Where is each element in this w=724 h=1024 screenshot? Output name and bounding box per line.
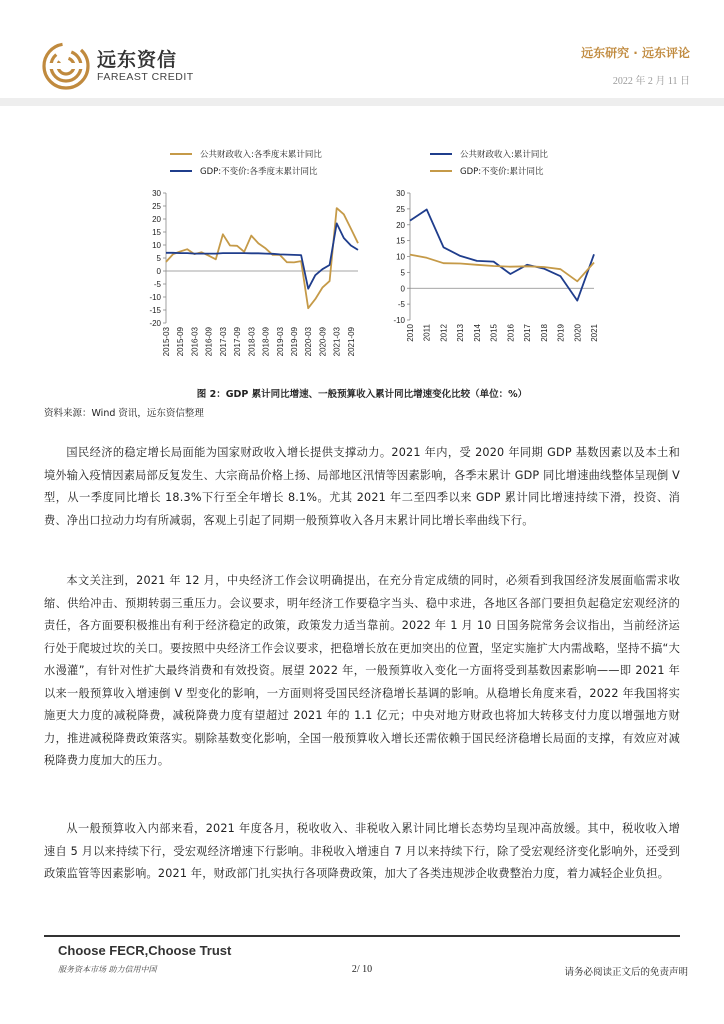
x-tick-label: 2020-03 [304,327,314,357]
report-date: 2022 年 2 月 11 日 [612,76,690,87]
fareast-logo-icon [42,42,90,90]
y-tick-label: -10 [149,293,161,302]
brand-name-cn: 远东资信 [97,49,178,71]
y-tick-label: -10 [393,316,405,325]
y-tick-label: -5 [153,280,161,289]
x-tick-label: 2017 [523,324,533,342]
header-divider [0,98,724,106]
x-tick-label: 2014 [472,324,482,342]
x-tick-label: 2021-09 [346,327,356,357]
x-tick-label: 2017-03 [218,327,228,357]
chart-annual-growth [380,145,620,375]
page-header [0,0,724,100]
y-tick-label: 15 [396,236,405,246]
x-tick-label: 2019 [556,324,566,342]
x-tick-label: 2018-09 [261,327,271,357]
y-tick-label: 30 [152,189,161,198]
x-tick-label: 2016 [506,324,516,342]
legend-label: GDP:不变价:各季度末累计同比 [200,167,318,177]
footer-brand: Choose FECR,Choose Trust [58,943,232,958]
x-tick-label: 2021-03 [332,327,342,357]
x-tick-label: 2021 [590,324,599,342]
brand-name-en: FAREAST CREDIT [97,71,194,83]
body-paragraph: 从一般预算收入内部来看，2021 年度各月，税收收入、非税收入累计同比增长态势均呈现冲高放缓。其中，税收收入增速自 5 月以来持续下行，受宏观经济增速下行影响。非税收入增速自 7 月以来持续下行，除了受宏观经济变化影响外，还受到政策监管等因素影响。2021 年，财政部门扎实执行各项降费政策，加大了各类违规涉企收费整治力度，着力减轻企业负担。 [44,822,680,880]
y-tick-label: 15 [152,228,161,237]
y-tick-label: 20 [396,220,405,230]
x-tick-label: 2019-03 [275,327,285,357]
y-tick-label: 5 [400,268,405,278]
x-tick-label: 2013 [456,324,466,342]
y-tick-label: 5 [156,254,161,263]
y-tick-label: -5 [397,300,405,310]
legend-label: 公共财政收入:各季度末累计同比 [200,150,322,160]
chart-annual-growth-svg [380,145,620,375]
y-tick-label: 30 [396,189,405,198]
y-tick-label: 25 [396,204,405,214]
y-tick-label: -15 [149,306,161,315]
page-number: 2/ 10 [351,964,373,975]
section-title: 远东研究 · 远东评论 [581,46,690,60]
y-tick-label: 0 [400,284,405,294]
series-line [410,210,594,301]
footer-slogan: 服务资本市场 助力信用中国 [58,965,157,974]
x-tick-label: 2012 [439,324,449,342]
x-tick-label: 2010 [406,324,415,342]
x-tick-label: 2020 [573,324,583,342]
x-tick-label: 2017-09 [233,327,243,357]
y-tick-label: 25 [152,202,161,211]
x-tick-label: 2016-09 [204,327,214,357]
y-tick-label: -20 [149,319,161,328]
chart-quarterly-growth [140,145,380,375]
x-tick-label: 2011 [422,324,432,342]
body-paragraph: 国民经济的稳定增长局面能为国家财政收入增长提供支撑动力。2021 年内，受 2020 年同期 GDP 基数因素以及本土和境外输入疫情因素局部反复发生、大宗商品价格上扬、局部地区汛情等因素影响，各季末累计 GDP 同比增速曲线整体呈现倒 V 型，从一季度同比增长 18.3%下行至全年增长 8.1%。尤其 2021 年二至四季以来 GDP 累计同比增速持续下滑，投资、消费、净出口拉动力均有所减弱，客观上引起了同期一般预算收入各月末累计同比增长率曲线下行。 [44,446,680,527]
body-paragraph: 本文关注到，2021 年 12 月，中央经济工作会议明确提出，在充分肯定成绩的同时，必须看到我国经济发展面临需求收缩、供给冲击、预期转弱三重压力。会议要求，明年经济工作要稳字当头、稳中求进，各地区各部门要担负起稳定宏观经济的责任，各方面要积极推出有利于经济稳定的政策，政策发力适当靠前。2022 年 1 月 10 日国务院常务会议指出，当前经济运行处于爬坡过坎的关口。要按照中央经济工作会议要求，把稳增长放在更加突出的位置，坚定实施扩大内需战略，坚持不搞“大水漫灌”，有针对性扩大最终消费和有效投资。展望 2022 年，一般预算收入变化一方面将受到基数因素影响——即 2021 年以来一般预算收入增速倒 V 型变化的影响，一方面则将受国民经济稳增长基调的影响。从稳增长角度来看，2022 年我国将实施更大力度的减税降费，减税降费力度有望超过 2021 年的 1.1 亿元；中央对地方财政也将加大转移支付力度以增强地方财力，推进减税降费政策落实。剔除基数变化影响，全国一般预算收入增长还需依赖于国民经济稳增长局面的支撑，有效应对减税降费力度加大的压力。 [44,574,680,767]
footer-disclaimer: 请务必阅读正文后的免责声明 [564,967,688,978]
series-line [166,208,358,308]
y-tick-label: 0 [156,267,161,276]
y-tick-label: 20 [152,215,161,224]
figure-caption: 图 2：GDP 累计同比增速、一般预算收入累计同比增速变化比较（单位：%） [196,389,528,400]
x-tick-label: 2016-03 [190,327,200,357]
x-tick-label: 2018-03 [247,327,257,357]
x-tick-label: 2015 [489,324,499,342]
x-tick-label: 2018 [539,324,549,342]
x-tick-label: 2015-09 [176,327,186,357]
y-tick-label: 10 [152,241,161,250]
legend-label: 公共财政收入:累计同比 [460,150,548,160]
x-tick-label: 2020-09 [318,327,328,357]
chart-quarterly-growth-svg [140,145,380,375]
figure-source: 资料来源：Wind 资讯，远东资信整理 [44,408,204,419]
x-tick-label: 2015-03 [162,327,171,357]
legend-label: GDP:不变价:累计同比 [460,167,544,177]
x-tick-label: 2019-09 [290,327,299,357]
y-tick-label: 10 [396,252,405,262]
footer-divider [44,935,680,937]
